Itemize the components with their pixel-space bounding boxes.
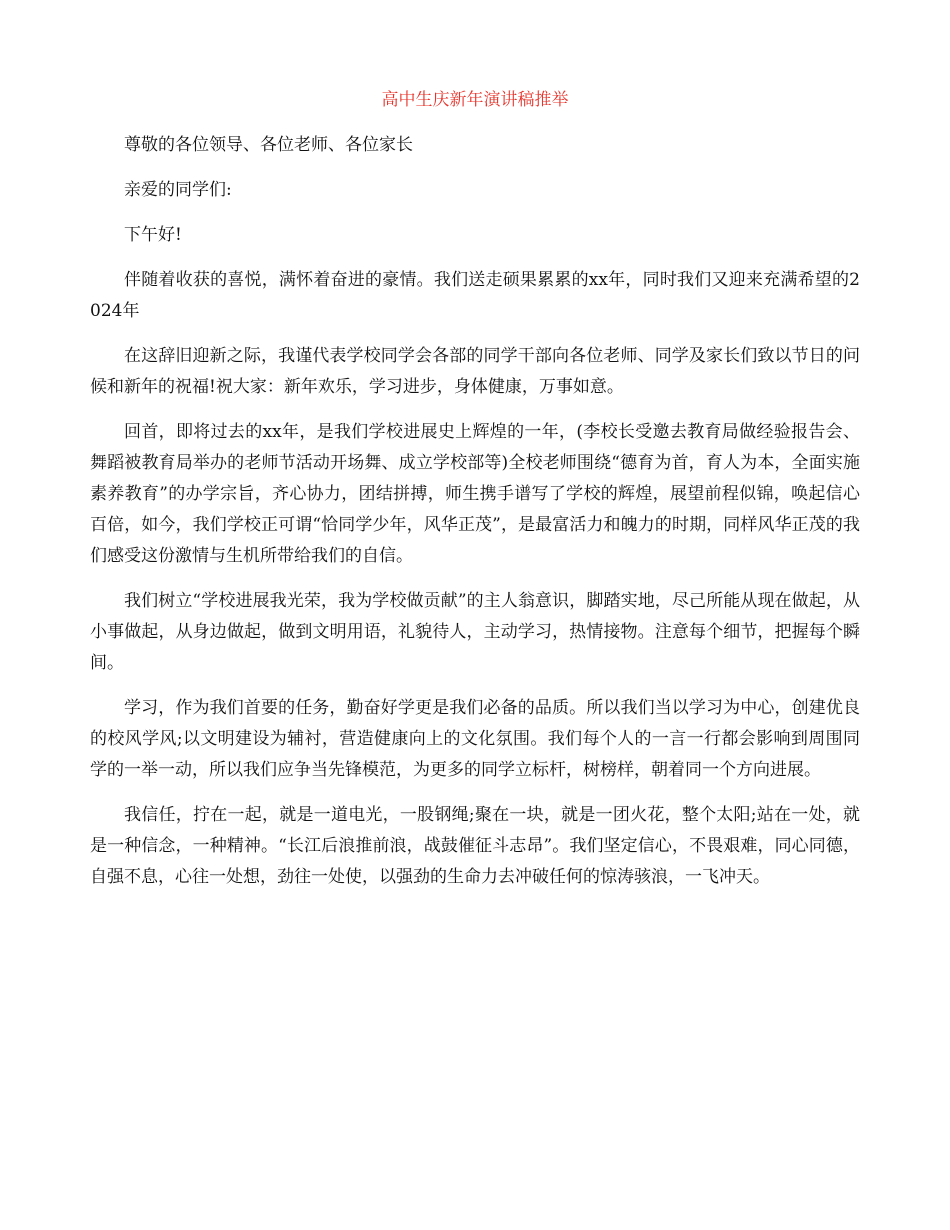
body-paragraph: 在这辞旧迎新之际，我谨代表学校同学会各部的同学干部向各位老师、同学及家长们致以节日的问候和新年的祝福!祝大家：新年欢乐，学习进步，身体健康，万事如意。 <box>90 346 860 397</box>
body-paragraph: 我们树立“学校进展我光荣，我为学校做贡献”的主人翁意识，脚踏实地，尽己所能从现在做起，从小事做起，从身边做起，做到文明用语，礼貌待人，主动学习，热情接物。注意每个细节，把握每个瞬间。 <box>90 591 860 673</box>
salutation-students: 亲爱的同学们: <box>124 180 232 200</box>
greeting: 下午好! <box>124 225 182 245</box>
body-paragraph: 回首，即将过去的xx年，是我们学校进展史上辉煌的一年，(李校长受邀去教育局做经验报告会、舞蹈被教育局举办的老师节活动开场舞、成立学校部等)全校老师围绕“德育为首，育人为本，全面实施素养教育”的办学宗旨，齐心协力，团结拼搏，师生携手谱写了学校的辉煌，展望前程似锦，唤起信心百倍，如今，我们学校正可谓“恰同学少年，风华正茂”，是最富活力和魄力的时期，同样风华正茂的我们感受这份激情与生机所带给我们的自信。 <box>90 422 860 566</box>
salutation-leaders: 尊敬的各位领导、各位老师、各位家长 <box>124 135 413 155</box>
document-title: 高中生庆新年演讲稿推举 <box>381 90 569 110</box>
body-paragraph: 我信任，拧在一起，就是一道电光，一股钢绳;聚在一块，就是一团火花，整个太阳;站在一处，就是一种信念，一种精神。“长江后浪推前浪，战鼓催征斗志昂”。我们坚定信心，不畏艰难，同心同德，自强不息，心往一处想，劲往一处使，以强劲的生命力去冲破任何的惊涛骇浪，一飞冲天。 <box>90 805 861 887</box>
body-paragraph: 学习，作为我们首要的任务，勤奋好学更是我们必备的品质。所以我们当以学习为中心，创建优良的校风学风;以文明建设为辅衬，营造健康向上的文化氛围。我们每个人的一言一行都会影响到周围同学的一举一动，所以我们应争当先锋模范，为更多的同学立标杆，树榜样，朝着同一个方向进展。 <box>90 698 860 780</box>
document-page <box>90 88 860 907</box>
body-paragraph: 伴随着收获的喜悦，满怀着奋进的豪情。我们送走硕果累累的xx年，同时我们又迎来充满希望的2024年 <box>90 270 860 321</box>
